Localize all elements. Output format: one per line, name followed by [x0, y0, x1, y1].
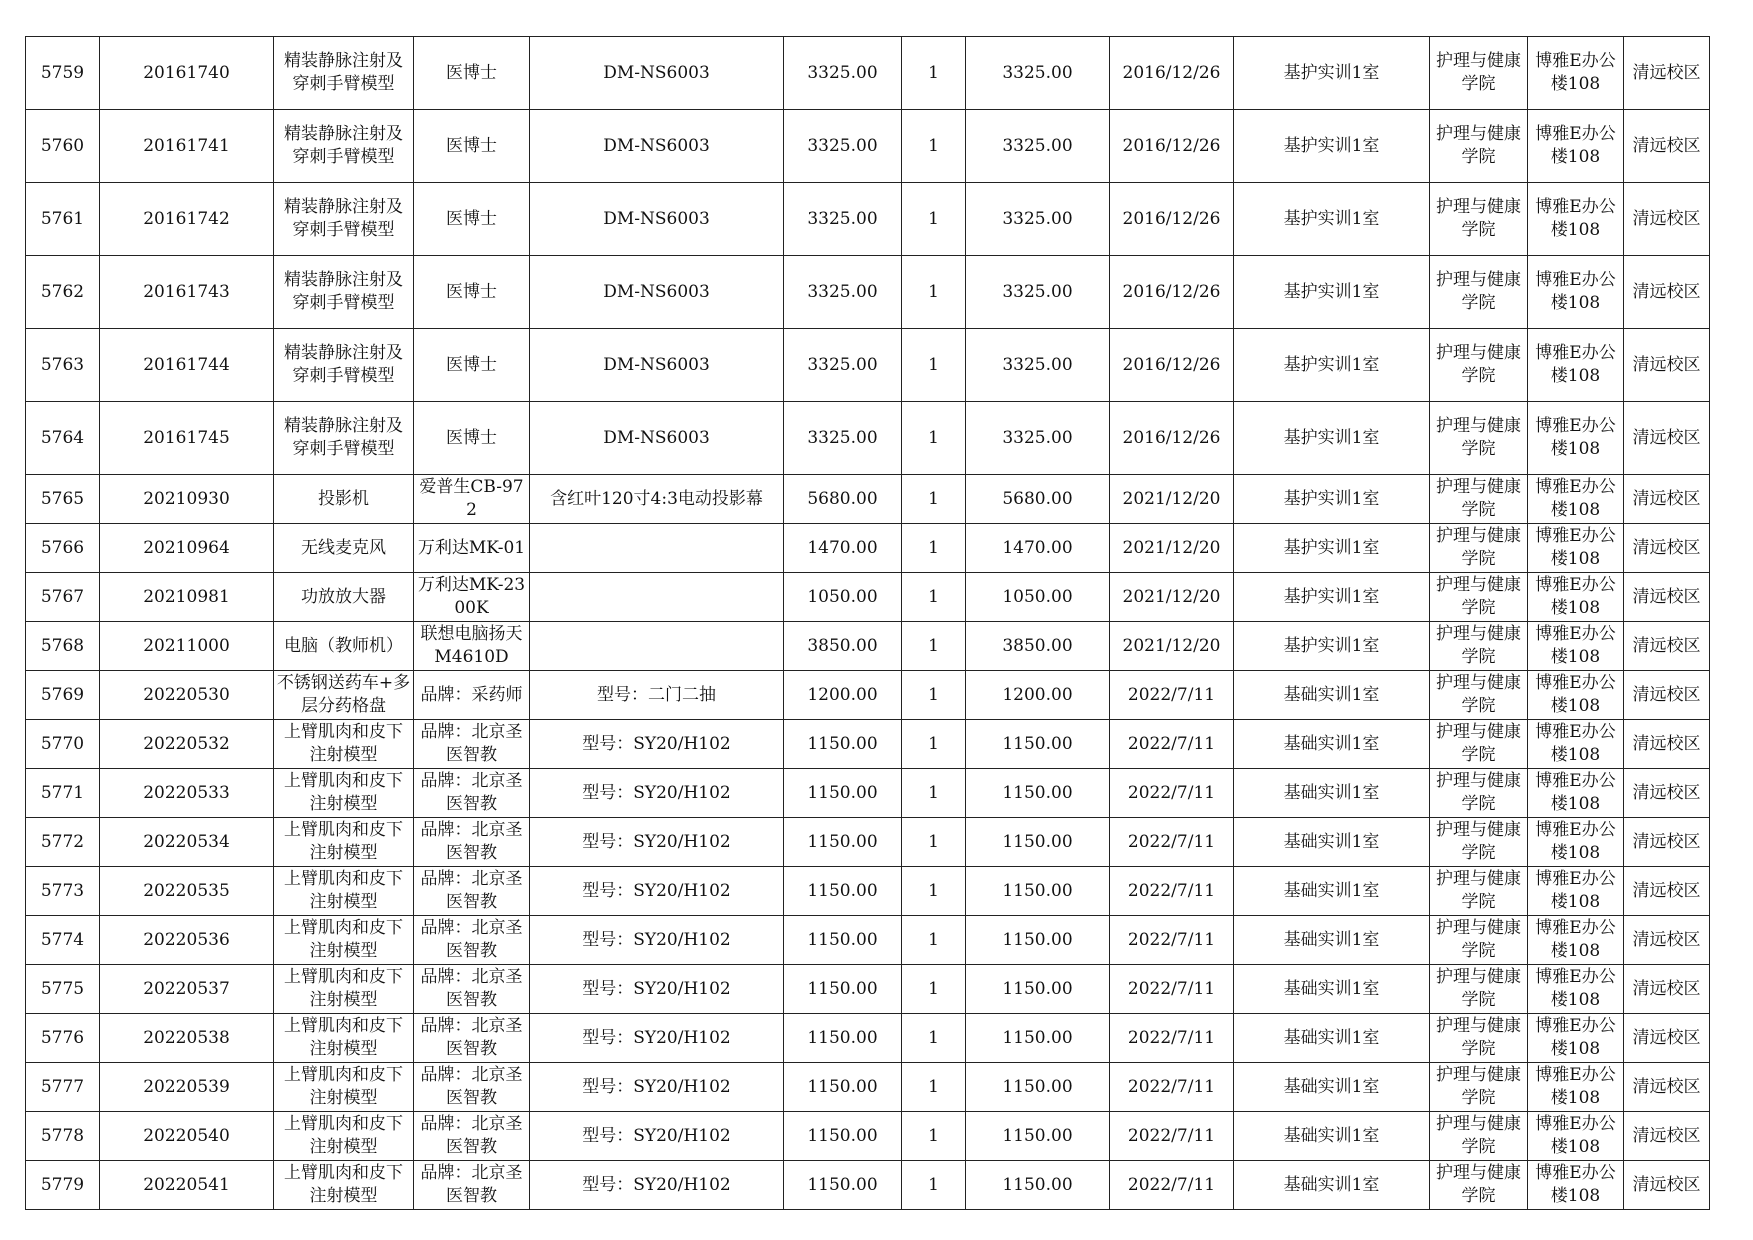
room-cell: 基础实训1室: [1234, 769, 1430, 818]
amount-cell: 1150.00: [966, 1161, 1110, 1210]
table-row: [26, 1063, 1710, 1112]
campus-cell: 清远校区: [1624, 524, 1710, 573]
unit-price-cell: 1150.00: [784, 965, 902, 1014]
asset-code-cell: 20161740: [100, 37, 274, 110]
quantity-cell: 1: [902, 573, 966, 622]
asset-code-cell: 20220539: [100, 1063, 274, 1112]
unit-price-cell: 1150.00: [784, 1014, 902, 1063]
campus-cell: 清远校区: [1624, 720, 1710, 769]
unit-price-cell: 1200.00: [784, 671, 902, 720]
asset-name-cell: 精装静脉注射及穿刺手臂模型: [274, 402, 414, 475]
quantity-cell: 1: [902, 769, 966, 818]
room-cell: 基护实训1室: [1234, 622, 1430, 671]
serial-cell: 5761: [26, 183, 100, 256]
table-row: [26, 37, 1710, 110]
amount-cell: 1200.00: [966, 671, 1110, 720]
brand-cell: 品牌：北京圣医智教: [414, 1112, 530, 1161]
date-cell: 2022/7/11: [1110, 818, 1234, 867]
quantity-cell: 1: [902, 916, 966, 965]
office-cell: 博雅E办公楼108: [1528, 37, 1624, 110]
campus-cell: 清远校区: [1624, 402, 1710, 475]
office-cell: 博雅E办公楼108: [1528, 1063, 1624, 1112]
campus-cell: 清远校区: [1624, 573, 1710, 622]
asset-name-cell: 电脑（教师机）: [274, 622, 414, 671]
room-cell: 基护实训1室: [1234, 37, 1430, 110]
date-cell: 2022/7/11: [1110, 720, 1234, 769]
unit-price-cell: 1150.00: [784, 867, 902, 916]
asset-name-cell: 精装静脉注射及穿刺手臂模型: [274, 183, 414, 256]
department-cell: 护理与健康学院: [1430, 818, 1528, 867]
office-cell: 博雅E办公楼108: [1528, 475, 1624, 524]
amount-cell: 1150.00: [966, 1014, 1110, 1063]
brand-cell: 品牌：北京圣医智教: [414, 720, 530, 769]
office-cell: 博雅E办公楼108: [1528, 867, 1624, 916]
brand-cell: 万利达MK-01: [414, 524, 530, 573]
quantity-cell: 1: [902, 110, 966, 183]
department-cell: 护理与健康学院: [1430, 110, 1528, 183]
date-cell: 2016/12/26: [1110, 37, 1234, 110]
model-cell: 型号：SY20/H102: [530, 1063, 784, 1112]
amount-cell: 1150.00: [966, 965, 1110, 1014]
table-row: [26, 329, 1710, 402]
date-cell: 2016/12/26: [1110, 329, 1234, 402]
campus-cell: 清远校区: [1624, 110, 1710, 183]
serial-cell: 5765: [26, 475, 100, 524]
serial-cell: 5762: [26, 256, 100, 329]
department-cell: 护理与健康学院: [1430, 1161, 1528, 1210]
table-row: [26, 622, 1710, 671]
model-cell: 含红叶120寸4:3电动投影幕: [530, 475, 784, 524]
asset-name-cell: 精装静脉注射及穿刺手臂模型: [274, 329, 414, 402]
quantity-cell: 1: [902, 402, 966, 475]
department-cell: 护理与健康学院: [1430, 1112, 1528, 1161]
campus-cell: 清远校区: [1624, 867, 1710, 916]
room-cell: 基础实训1室: [1234, 1112, 1430, 1161]
unit-price-cell: 3850.00: [784, 622, 902, 671]
serial-cell: 5768: [26, 622, 100, 671]
department-cell: 护理与健康学院: [1430, 720, 1528, 769]
table-body: [26, 37, 1710, 1210]
room-cell: 基础实训1室: [1234, 1014, 1430, 1063]
brand-cell: 医博士: [414, 402, 530, 475]
quantity-cell: 1: [902, 37, 966, 110]
quantity-cell: 1: [902, 965, 966, 1014]
amount-cell: 3325.00: [966, 183, 1110, 256]
table-row: [26, 769, 1710, 818]
brand-cell: 品牌：采药师: [414, 671, 530, 720]
asset-name-cell: 上臂肌肉和皮下注射模型: [274, 867, 414, 916]
room-cell: 基护实训1室: [1234, 573, 1430, 622]
serial-cell: 5776: [26, 1014, 100, 1063]
serial-cell: 5766: [26, 524, 100, 573]
quantity-cell: 1: [902, 256, 966, 329]
brand-cell: 医博士: [414, 256, 530, 329]
amount-cell: 1050.00: [966, 573, 1110, 622]
asset-name-cell: 上臂肌肉和皮下注射模型: [274, 1014, 414, 1063]
room-cell: 基护实训1室: [1234, 110, 1430, 183]
unit-price-cell: 5680.00: [784, 475, 902, 524]
department-cell: 护理与健康学院: [1430, 573, 1528, 622]
department-cell: 护理与健康学院: [1430, 183, 1528, 256]
table-row: [26, 916, 1710, 965]
office-cell: 博雅E办公楼108: [1528, 818, 1624, 867]
campus-cell: 清远校区: [1624, 1161, 1710, 1210]
quantity-cell: 1: [902, 1112, 966, 1161]
campus-cell: 清远校区: [1624, 475, 1710, 524]
department-cell: 护理与健康学院: [1430, 329, 1528, 402]
asset-code-cell: 20220537: [100, 965, 274, 1014]
room-cell: 基护实训1室: [1234, 183, 1430, 256]
date-cell: 2021/12/20: [1110, 573, 1234, 622]
table-row: [26, 256, 1710, 329]
table-row: [26, 524, 1710, 573]
model-cell: DM-NS6003: [530, 402, 784, 475]
table-row: [26, 965, 1710, 1014]
office-cell: 博雅E办公楼108: [1528, 965, 1624, 1014]
unit-price-cell: 1050.00: [784, 573, 902, 622]
asset-name-cell: 精装静脉注射及穿刺手臂模型: [274, 256, 414, 329]
table-row: [26, 402, 1710, 475]
amount-cell: 1150.00: [966, 867, 1110, 916]
asset-name-cell: 不锈钢送药车+多层分药格盘: [274, 671, 414, 720]
serial-cell: 5774: [26, 916, 100, 965]
amount-cell: 1150.00: [966, 1063, 1110, 1112]
model-cell: [530, 524, 784, 573]
unit-price-cell: 1150.00: [784, 720, 902, 769]
table-row: [26, 867, 1710, 916]
room-cell: 基护实训1室: [1234, 475, 1430, 524]
room-cell: 基础实训1室: [1234, 720, 1430, 769]
unit-price-cell: 3325.00: [784, 402, 902, 475]
campus-cell: 清远校区: [1624, 183, 1710, 256]
asset-name-cell: 投影机: [274, 475, 414, 524]
unit-price-cell: 1150.00: [784, 818, 902, 867]
asset-code-cell: 20220530: [100, 671, 274, 720]
asset-name-cell: 上臂肌肉和皮下注射模型: [274, 720, 414, 769]
room-cell: 基础实训1室: [1234, 916, 1430, 965]
date-cell: 2016/12/26: [1110, 183, 1234, 256]
serial-cell: 5779: [26, 1161, 100, 1210]
asset-code-cell: 20161743: [100, 256, 274, 329]
asset-code-cell: 20220532: [100, 720, 274, 769]
table-row: [26, 573, 1710, 622]
model-cell: DM-NS6003: [530, 37, 784, 110]
room-cell: 基护实训1室: [1234, 524, 1430, 573]
unit-price-cell: 1150.00: [784, 916, 902, 965]
asset-code-cell: 20210981: [100, 573, 274, 622]
office-cell: 博雅E办公楼108: [1528, 256, 1624, 329]
serial-cell: 5763: [26, 329, 100, 402]
table-row: [26, 475, 1710, 524]
office-cell: 博雅E办公楼108: [1528, 573, 1624, 622]
quantity-cell: 1: [902, 867, 966, 916]
brand-cell: 品牌：北京圣医智教: [414, 867, 530, 916]
amount-cell: 3325.00: [966, 37, 1110, 110]
department-cell: 护理与健康学院: [1430, 965, 1528, 1014]
unit-price-cell: 1150.00: [784, 1112, 902, 1161]
asset-name-cell: 上臂肌肉和皮下注射模型: [274, 1161, 414, 1210]
date-cell: 2022/7/11: [1110, 965, 1234, 1014]
serial-cell: 5771: [26, 769, 100, 818]
campus-cell: 清远校区: [1624, 769, 1710, 818]
campus-cell: 清远校区: [1624, 1063, 1710, 1112]
brand-cell: 品牌：北京圣医智教: [414, 916, 530, 965]
quantity-cell: 1: [902, 524, 966, 573]
date-cell: 2016/12/26: [1110, 110, 1234, 183]
campus-cell: 清远校区: [1624, 1014, 1710, 1063]
asset-name-cell: 上臂肌肉和皮下注射模型: [274, 769, 414, 818]
campus-cell: 清远校区: [1624, 965, 1710, 1014]
date-cell: 2022/7/11: [1110, 769, 1234, 818]
amount-cell: 3325.00: [966, 402, 1110, 475]
brand-cell: 品牌：北京圣医智教: [414, 769, 530, 818]
brand-cell: 医博士: [414, 37, 530, 110]
brand-cell: 品牌：北京圣医智教: [414, 1161, 530, 1210]
asset-name-cell: 上臂肌肉和皮下注射模型: [274, 1063, 414, 1112]
date-cell: 2022/7/11: [1110, 867, 1234, 916]
campus-cell: 清远校区: [1624, 37, 1710, 110]
unit-price-cell: 3325.00: [784, 329, 902, 402]
department-cell: 护理与健康学院: [1430, 867, 1528, 916]
model-cell: 型号：二门二抽: [530, 671, 784, 720]
table-row: [26, 720, 1710, 769]
table-row: [26, 1161, 1710, 1210]
asset-code-cell: 20220538: [100, 1014, 274, 1063]
serial-cell: 5777: [26, 1063, 100, 1112]
quantity-cell: 1: [902, 720, 966, 769]
department-cell: 护理与健康学院: [1430, 402, 1528, 475]
serial-cell: 5773: [26, 867, 100, 916]
quantity-cell: 1: [902, 1014, 966, 1063]
unit-price-cell: 1470.00: [784, 524, 902, 573]
asset-code-cell: 20161741: [100, 110, 274, 183]
quantity-cell: 1: [902, 622, 966, 671]
serial-cell: 5767: [26, 573, 100, 622]
office-cell: 博雅E办公楼108: [1528, 720, 1624, 769]
department-cell: 护理与健康学院: [1430, 916, 1528, 965]
amount-cell: 1150.00: [966, 916, 1110, 965]
table-row: [26, 671, 1710, 720]
model-cell: [530, 622, 784, 671]
table-row: [26, 818, 1710, 867]
asset-name-cell: 功放放大器: [274, 573, 414, 622]
model-cell: 型号：SY20/H102: [530, 818, 784, 867]
unit-price-cell: 3325.00: [784, 37, 902, 110]
campus-cell: 清远校区: [1624, 622, 1710, 671]
office-cell: 博雅E办公楼108: [1528, 769, 1624, 818]
serial-cell: 5778: [26, 1112, 100, 1161]
serial-cell: 5759: [26, 37, 100, 110]
brand-cell: 联想电脑扬天M4610D: [414, 622, 530, 671]
department-cell: 护理与健康学院: [1430, 524, 1528, 573]
asset-code-cell: 20210964: [100, 524, 274, 573]
room-cell: 基护实训1室: [1234, 256, 1430, 329]
unit-price-cell: 3325.00: [784, 110, 902, 183]
model-cell: 型号：SY20/H102: [530, 965, 784, 1014]
model-cell: 型号：SY20/H102: [530, 769, 784, 818]
room-cell: 基护实训1室: [1234, 329, 1430, 402]
amount-cell: 1150.00: [966, 1112, 1110, 1161]
model-cell: 型号：SY20/H102: [530, 1112, 784, 1161]
department-cell: 护理与健康学院: [1430, 1014, 1528, 1063]
brand-cell: 爱普生CB-972: [414, 475, 530, 524]
department-cell: 护理与健康学院: [1430, 256, 1528, 329]
room-cell: 基护实训1室: [1234, 402, 1430, 475]
department-cell: 护理与健康学院: [1430, 37, 1528, 110]
asset-table: [25, 36, 1710, 1210]
department-cell: 护理与健康学院: [1430, 622, 1528, 671]
asset-code-cell: 20161744: [100, 329, 274, 402]
quantity-cell: 1: [902, 671, 966, 720]
serial-cell: 5764: [26, 402, 100, 475]
date-cell: 2021/12/20: [1110, 622, 1234, 671]
date-cell: 2022/7/11: [1110, 1161, 1234, 1210]
office-cell: 博雅E办公楼108: [1528, 524, 1624, 573]
date-cell: 2021/12/20: [1110, 475, 1234, 524]
asset-name-cell: 上臂肌肉和皮下注射模型: [274, 916, 414, 965]
room-cell: 基础实训1室: [1234, 1063, 1430, 1112]
model-cell: 型号：SY20/H102: [530, 867, 784, 916]
campus-cell: 清远校区: [1624, 916, 1710, 965]
office-cell: 博雅E办公楼108: [1528, 916, 1624, 965]
date-cell: 2022/7/11: [1110, 671, 1234, 720]
table-row: [26, 183, 1710, 256]
amount-cell: 3850.00: [966, 622, 1110, 671]
model-cell: [530, 573, 784, 622]
serial-cell: 5769: [26, 671, 100, 720]
date-cell: 2021/12/20: [1110, 524, 1234, 573]
amount-cell: 1150.00: [966, 720, 1110, 769]
date-cell: 2022/7/11: [1110, 1112, 1234, 1161]
campus-cell: 清远校区: [1624, 671, 1710, 720]
brand-cell: 品牌：北京圣医智教: [414, 1014, 530, 1063]
serial-cell: 5775: [26, 965, 100, 1014]
amount-cell: 3325.00: [966, 256, 1110, 329]
amount-cell: 3325.00: [966, 110, 1110, 183]
asset-name-cell: 精装静脉注射及穿刺手臂模型: [274, 37, 414, 110]
model-cell: DM-NS6003: [530, 329, 784, 402]
serial-cell: 5770: [26, 720, 100, 769]
unit-price-cell: 1150.00: [784, 769, 902, 818]
department-cell: 护理与健康学院: [1430, 769, 1528, 818]
brand-cell: 品牌：北京圣医智教: [414, 965, 530, 1014]
asset-name-cell: 精装静脉注射及穿刺手臂模型: [274, 110, 414, 183]
amount-cell: 1150.00: [966, 818, 1110, 867]
room-cell: 基础实训1室: [1234, 965, 1430, 1014]
office-cell: 博雅E办公楼108: [1528, 622, 1624, 671]
office-cell: 博雅E办公楼108: [1528, 1014, 1624, 1063]
asset-code-cell: 20161742: [100, 183, 274, 256]
model-cell: DM-NS6003: [530, 110, 784, 183]
office-cell: 博雅E办公楼108: [1528, 1161, 1624, 1210]
amount-cell: 1470.00: [966, 524, 1110, 573]
asset-code-cell: 20220534: [100, 818, 274, 867]
unit-price-cell: 3325.00: [784, 183, 902, 256]
asset-name-cell: 上臂肌肉和皮下注射模型: [274, 1112, 414, 1161]
brand-cell: 医博士: [414, 183, 530, 256]
date-cell: 2016/12/26: [1110, 256, 1234, 329]
quantity-cell: 1: [902, 818, 966, 867]
department-cell: 护理与健康学院: [1430, 671, 1528, 720]
office-cell: 博雅E办公楼108: [1528, 671, 1624, 720]
date-cell: 2022/7/11: [1110, 1063, 1234, 1112]
asset-code-cell: 20220536: [100, 916, 274, 965]
asset-name-cell: 无线麦克风: [274, 524, 414, 573]
quantity-cell: 1: [902, 1063, 966, 1112]
table-row: [26, 1112, 1710, 1161]
model-cell: 型号：SY20/H102: [530, 1161, 784, 1210]
model-cell: 型号：SY20/H102: [530, 1014, 784, 1063]
amount-cell: 3325.00: [966, 329, 1110, 402]
room-cell: 基础实训1室: [1234, 1161, 1430, 1210]
asset-code-cell: 20161745: [100, 402, 274, 475]
quantity-cell: 1: [902, 1161, 966, 1210]
brand-cell: 医博士: [414, 110, 530, 183]
brand-cell: 万利达MK-2300K: [414, 573, 530, 622]
unit-price-cell: 1150.00: [784, 1063, 902, 1112]
serial-cell: 5772: [26, 818, 100, 867]
asset-name-cell: 上臂肌肉和皮下注射模型: [274, 965, 414, 1014]
serial-cell: 5760: [26, 110, 100, 183]
asset-code-cell: 20220533: [100, 769, 274, 818]
quantity-cell: 1: [902, 183, 966, 256]
asset-code-cell: 20220540: [100, 1112, 274, 1161]
model-cell: 型号：SY20/H102: [530, 720, 784, 769]
asset-code-cell: 20220535: [100, 867, 274, 916]
brand-cell: 医博士: [414, 329, 530, 402]
asset-code-cell: 20210930: [100, 475, 274, 524]
asset-name-cell: 上臂肌肉和皮下注射模型: [274, 818, 414, 867]
date-cell: 2022/7/11: [1110, 916, 1234, 965]
model-cell: DM-NS6003: [530, 183, 784, 256]
office-cell: 博雅E办公楼108: [1528, 329, 1624, 402]
campus-cell: 清远校区: [1624, 329, 1710, 402]
office-cell: 博雅E办公楼108: [1528, 183, 1624, 256]
asset-code-cell: 20211000: [100, 622, 274, 671]
room-cell: 基础实训1室: [1234, 867, 1430, 916]
amount-cell: 5680.00: [966, 475, 1110, 524]
date-cell: 2022/7/11: [1110, 1014, 1234, 1063]
office-cell: 博雅E办公楼108: [1528, 1112, 1624, 1161]
date-cell: 2016/12/26: [1110, 402, 1234, 475]
model-cell: 型号：SY20/H102: [530, 916, 784, 965]
brand-cell: 品牌：北京圣医智教: [414, 1063, 530, 1112]
quantity-cell: 1: [902, 329, 966, 402]
department-cell: 护理与健康学院: [1430, 475, 1528, 524]
office-cell: 博雅E办公楼108: [1528, 110, 1624, 183]
asset-code-cell: 20220541: [100, 1161, 274, 1210]
unit-price-cell: 1150.00: [784, 1161, 902, 1210]
office-cell: 博雅E办公楼108: [1528, 402, 1624, 475]
brand-cell: 品牌：北京圣医智教: [414, 818, 530, 867]
room-cell: 基础实训1室: [1234, 671, 1430, 720]
campus-cell: 清远校区: [1624, 1112, 1710, 1161]
unit-price-cell: 3325.00: [784, 256, 902, 329]
table-row: [26, 110, 1710, 183]
room-cell: 基础实训1室: [1234, 818, 1430, 867]
model-cell: DM-NS6003: [530, 256, 784, 329]
campus-cell: 清远校区: [1624, 256, 1710, 329]
amount-cell: 1150.00: [966, 769, 1110, 818]
campus-cell: 清远校区: [1624, 818, 1710, 867]
department-cell: 护理与健康学院: [1430, 1063, 1528, 1112]
table-row: [26, 1014, 1710, 1063]
quantity-cell: 1: [902, 475, 966, 524]
